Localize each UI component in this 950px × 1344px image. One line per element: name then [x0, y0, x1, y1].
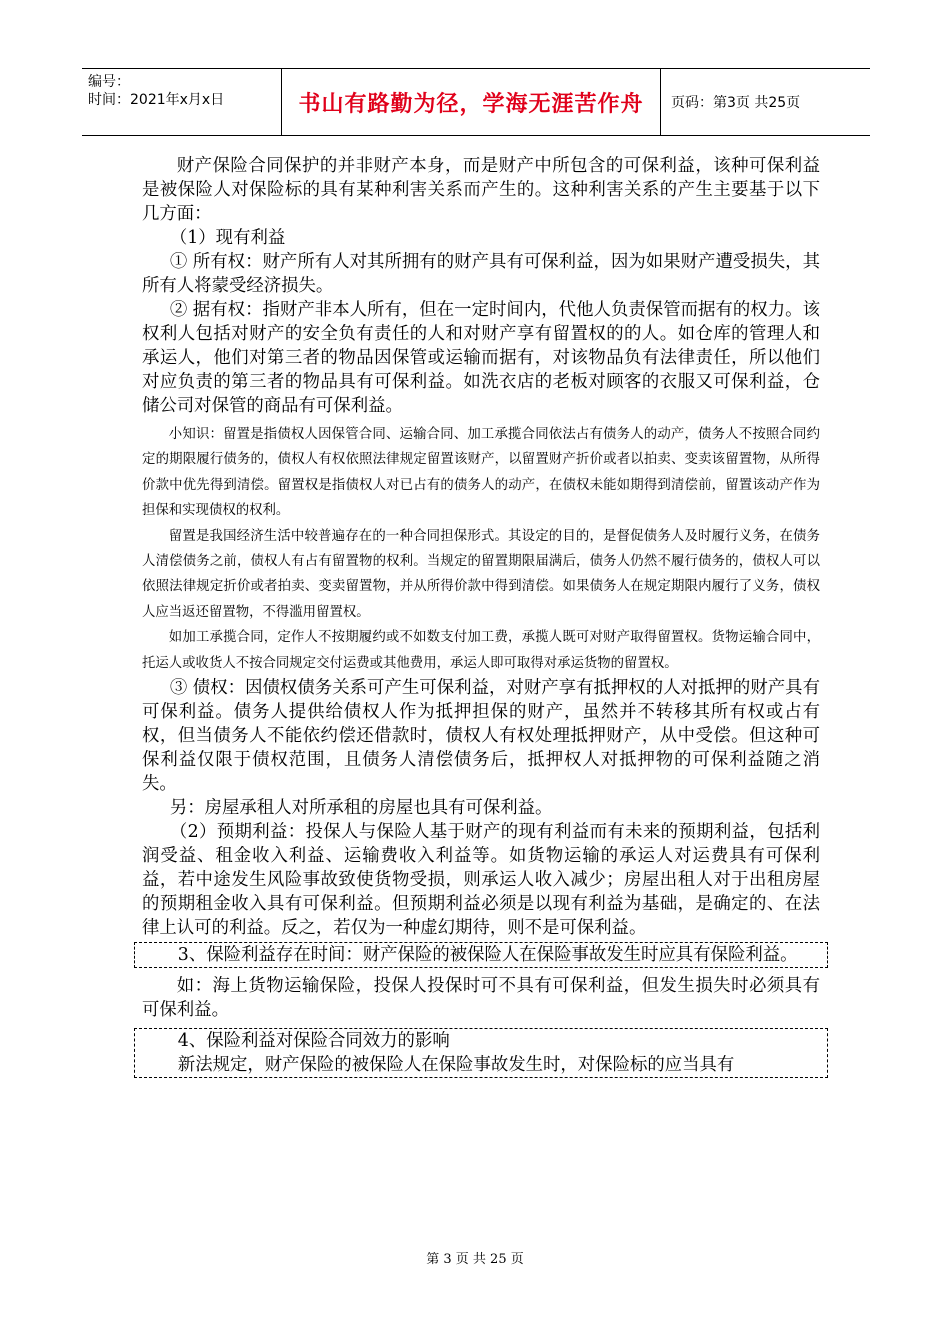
lien-note-paragraph: 小知识：留置是指债权人因保管合同、运输合同、加工承揽合同依法占有债务人的动产，债务人不按照合同约定的期限履行债务的，债权人有权依照法律规定留置该财产，以留置财产折价或者以拍卖、变卖该留置物，从所得价款中优先得到清偿。留置权是指债权人对已占有的债务人的动产，在债权未能如期得到清偿前，留置该动产作为担保和实现债权的权利。	[142, 427, 820, 519]
lien-example-paragraph: 如加工承揽合同，定作人不按期履约或不如数支付加工费，承揽人既可对财产取得留置权。货物运输合同中，托运人或收货人不按合同规定交付运费或其他费用，承运人即可取得对承运货物的留置权。	[142, 630, 820, 671]
contract-effect-heading: 4、保险利益对保险合同效力的影响	[177, 1031, 450, 1052]
ownership-paragraph: ① 所有权：财产所有人对其所拥有的财产具有可保利益，因为如果财产遭受损失，其所有人将蒙受经济损失。	[142, 252, 820, 296]
intro-paragraph: 财产保险合同保护的并非财产本身，而是财产中所包含的可保利益，该种可保利益是被保险人对保险标的具有某种利害关系而产生的。这种利害关系的产生主要基于以下几方面：	[142, 156, 820, 224]
contract-effect-box	[134, 1028, 828, 1078]
interest-timing-box	[134, 942, 828, 968]
possession-paragraph: ② 据有权：指财产非本人所有，但在一定时间内，代他人负责保管而据有的权力。该权利人包括对财产的安全负有责任的人和对财产享有留置权的的人。如仓库的管理人和承运人，他们对第三者的物品因保管或运输而据有，对该物品负有法律责任，所以他们对应负责的第三者的物品具有可保利益。如洗衣店的老板对顾客的衣服又可保利益，仓储公司对保管的商品有可保利益。	[142, 300, 820, 416]
section-heading-existing-interest: （1）现有利益	[169, 228, 286, 248]
new-law-paragraph: 新法规定，财产保险的被保险人在保险事故发生时，对保险标的应当具有	[177, 1055, 735, 1076]
header-motto-cell	[282, 69, 661, 135]
tenant-note-paragraph: 另：房屋承租人对所承租的房屋也具有可保利益。	[169, 798, 553, 819]
document-body	[142, 154, 820, 1078]
page-footer: 第 3 页 共 25 页	[426, 1252, 524, 1267]
motto-text: 书山有路勤为径，学海无涯苦作舟	[298, 91, 644, 117]
lien-explanation-paragraph: 留置是我国经济生活中较普遍存在的一种合同担保形式。其设定的目的，是督促债务人及时履行义务，在债务人清偿债务之前，债权人有占有留置物的权利。当规定的留置期限届满后，债务人仍然不履行债务的，债权人可以依照法律规定折价或者拍卖、变卖留置物，并从所得价款中得到清偿。如果债务人在规定期限内履行了义务，债权人应当返还留置物，不得滥用留置权。	[142, 528, 820, 620]
header-left-cell	[82, 69, 282, 135]
expected-interest-paragraph: （2）预期利益：投保人与保险人基于财产的现有利益而有未来的预期利益，包括利润受益、租金收入利益、运输费收入利益等。如货物运输的承运人对运费具有可保利益，若中途发生风险事故致使货物受损，则承运人收入减少；房屋出租人对于出租房屋的预期租金收入具有可保利益。但预期利益必须是以现有利益为基础，是确定的、在法律上认可的利益。反之，若仅为一种虚幻期待，则不是可保利益。	[142, 822, 820, 939]
page-info: 页码：第3页 共25页	[671, 95, 801, 111]
date-label: 时间：2021年x月x日	[88, 92, 225, 108]
number-label: 编号：	[88, 74, 130, 90]
interest-timing-paragraph: 3、保险利益存在时间：财产保险的被保险人在保险事故发生时应具有保险利益。	[177, 945, 798, 966]
marine-example-paragraph: 如：海上货物运输保险，投保人投保时可不具有可保利益，但发生损失时必须具有可保利益。	[142, 976, 820, 1021]
page-header	[82, 68, 870, 136]
creditor-right-paragraph: ③ 债权：因债权债务关系可产生可保利益，对财产享有抵押权的人对抵押的财产具有可保利益。债务人提供给债权人作为抵押担保的财产，虽然并不转移其所有权或占有权，但当债务人不能依约偿还借款时，债权人有权处理抵押财产，从中受偿。但这种可保利益仅限于债权范围，且债务人清偿债务后，抵押权人对抵押物的可保利益随之消失。	[142, 678, 820, 795]
